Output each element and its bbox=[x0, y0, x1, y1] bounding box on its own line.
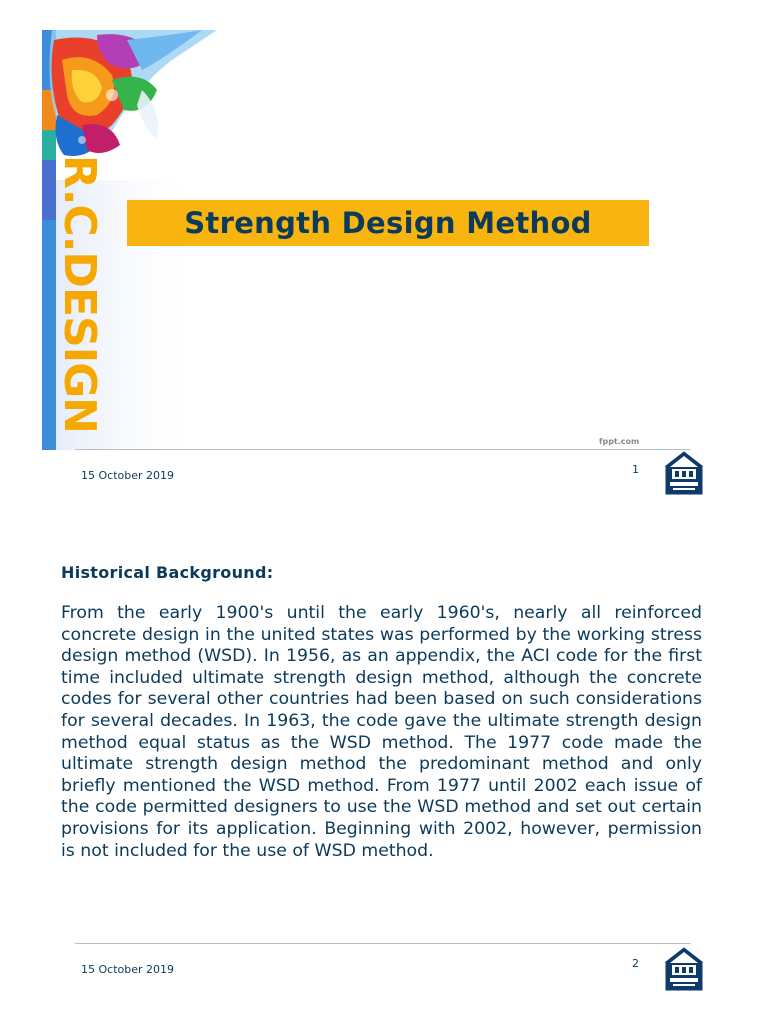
slide-2 bbox=[0, 500, 768, 1024]
footer-date: 15 October 2019 bbox=[81, 469, 175, 482]
university-logo-icon bbox=[665, 451, 703, 495]
section-heading: Historical Background: bbox=[61, 563, 274, 582]
slide-1 bbox=[0, 0, 768, 500]
slide-title: Strength Design Method bbox=[184, 206, 592, 240]
side-title-vertical bbox=[54, 155, 105, 447]
body-paragraph: From the early 1900's until the early 1960's, nearly all reinforced concrete design in the united states was performed by the working stress design method (WSD). In 1956, as an appendix, the ACI code for the first time included ultimate strength design method, although the concrete codes for several other countries had been based on such considerations for several decades. In 1963, the code gave the ultimate strength design method equal status as the WSD method. The 1977 code made the ultimate strength design method the predominant method and only briefly mentioned the WSD method. From 1977 until 2002 each issue of the code permitted designers to use the WSD method and set out certain provisions for its application. Beginning with 2002, however, permission is not included for the use of WSD method. bbox=[61, 603, 702, 861]
title-banner bbox=[127, 200, 649, 246]
footer-rule bbox=[75, 449, 691, 450]
side-text-rc: R.C. bbox=[54, 155, 105, 252]
university-logo-icon bbox=[665, 947, 703, 991]
page-number: 1 bbox=[632, 463, 639, 476]
footer-date: 15 October 2019 bbox=[81, 963, 175, 976]
footer-rule bbox=[75, 943, 691, 944]
page-number: 2 bbox=[632, 957, 639, 970]
template-credit: fppt.com bbox=[599, 437, 640, 446]
side-text-design: DESIGN bbox=[54, 251, 105, 434]
